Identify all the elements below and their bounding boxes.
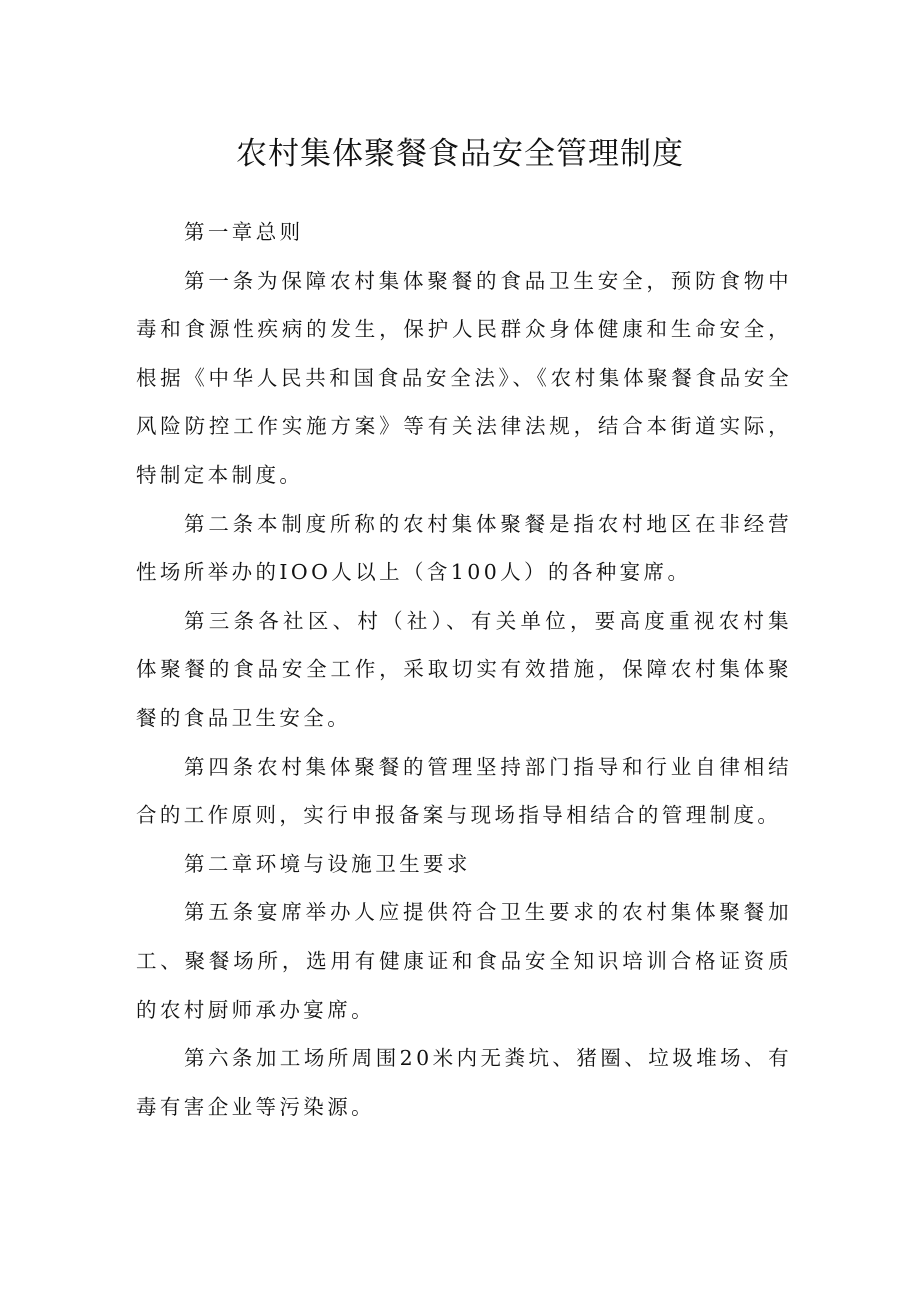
article-paragraph: 第二条本制度所称的农村集体聚餐是指农村地区在非经营性场所举办的IOO人以上（含100人）的各种宴席。 xyxy=(136,511,792,585)
chapter-heading: 第一章总则 xyxy=(184,220,304,244)
document-body xyxy=(136,208,792,1131)
document-title: 农村集体聚餐食品安全管理制度 xyxy=(236,136,684,172)
chapter-heading: 第二章环境与设施卫生要求 xyxy=(184,851,471,876)
article-paragraph: 第三条各社区、村（社）、有关单位，要高度重视农村集体聚餐的食品安全工作，采取切实有效措施，保障农村集体聚餐的食品卫生安全。 xyxy=(136,608,792,730)
article-paragraph: 第一条为保障农村集体聚餐的食品卫生安全，预防食物中毒和食源性疾病的发生，保护人民群众身体健康和生命安全，根据《中华人民共和国食品安全法》、《农村集体聚餐食品安全风险防控工作实施方案》等有关法律法规，结合本街道实际，特制定本制度。 xyxy=(136,268,792,487)
article-paragraph: 第五条宴席举办人应提供符合卫生要求的农村集体聚餐加工、聚餐场所，选用有健康证和食品安全知识培训合格证资质的农村厨师承办宴席。 xyxy=(136,900,792,1022)
article-paragraph: 第四条农村集体聚餐的管理坚持部门指导和行业自律相结合的工作原则，实行申报备案与现场指导相结合的管理制度。 xyxy=(136,754,792,828)
article-paragraph: 第六条加工场所周围20米内无粪坑、猪圈、垃圾堆场、有毒有害企业等污染源。 xyxy=(136,1046,792,1119)
